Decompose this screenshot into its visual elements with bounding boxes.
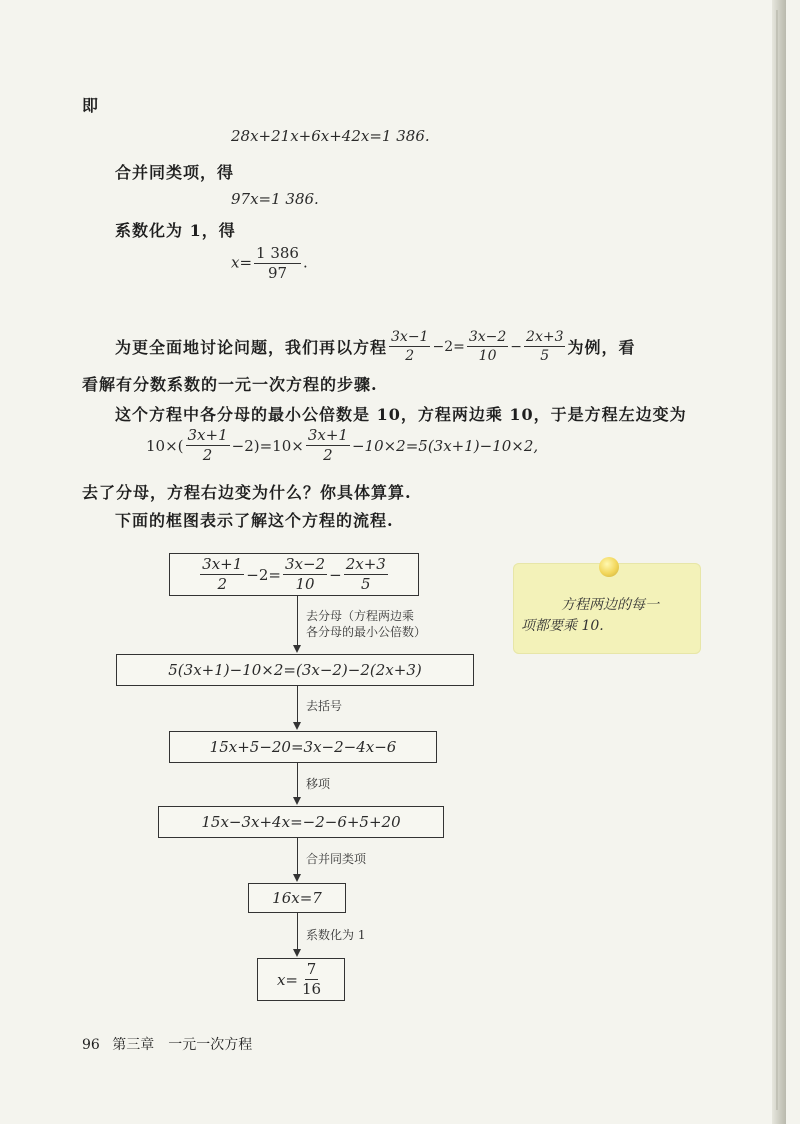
chapter-title: 第三章 一元一次方程 [112, 1037, 253, 1053]
paragraph-3: 去了分母，方程右边变为什么？你具体算算. [82, 483, 412, 502]
paragraph-2: 这个方程中各分母的最小公倍数是 10，方程两边乘 10，于是方程左边变为 [115, 405, 687, 424]
step-label-combine-terms: 合并同类项 [306, 852, 367, 866]
paragraph-1-line-2: 看解有分数系数的一元一次方程的步骤. [82, 375, 378, 394]
flow-box-solution: x= $\frac{7}{16}$ [257, 958, 345, 1001]
side-note [513, 563, 701, 654]
step-label-remove-denominators: 去分母（方程两边乘 各分母的最小公倍数） [306, 609, 427, 640]
flow-arrow-5 [297, 913, 298, 955]
coefficient-text: 系数化为 1，得 [115, 221, 236, 240]
flow-arrow-2 [297, 686, 298, 728]
paragraph-1-line-1: 为更全面地讨论问题，我们再以方程 $\frac{3x-1}{2}$ −2= $\frac{3x-2}{10}$ − $\frac{2x+3}{5}$ 为例，看 [115, 329, 636, 364]
step-label-remove-brackets: 去括号 [306, 699, 343, 713]
flow-box-original-equation: $\frac{3x+1}{2}$ −2= $\frac{3x-2}{10}$ − $\frac{2x+3}{5}$ [169, 553, 419, 596]
flow-arrow-4 [297, 838, 298, 880]
flow-box-transposed: 15x−3x+4x=−2−6+5+20 [158, 806, 444, 838]
equation-2: 97x=1 386. [231, 190, 319, 208]
paragraph-4: 下面的框图表示了解这个方程的流程. [115, 511, 394, 530]
equation-1: 28x+21x+6x+42x=1 386. [231, 127, 430, 145]
page-footer [82, 1034, 252, 1054]
flow-box-cleared-denominators: 5(3x+1)−10×2=(3x−2)−2(2x+3) [116, 654, 474, 686]
page-edge-shadow [772, 0, 786, 1124]
ji-text: 即 [82, 96, 100, 115]
equation-3: x= $\frac{1 386}{97}$ . [231, 244, 308, 282]
flow-arrow-3 [297, 763, 298, 803]
merge-like-terms-text: 合并同类项，得 [115, 163, 235, 182]
pushpin-icon [599, 557, 619, 577]
step-label-coefficient: 系数化为 1 [306, 928, 366, 942]
page-number: 96 [82, 1037, 100, 1053]
flow-box-combined: 16x=7 [248, 883, 346, 913]
side-note-text: 方程两边的每一 项都要乘 10. [521, 597, 659, 634]
step-label-transpose: 移项 [306, 777, 331, 791]
flow-arrow-1 [297, 596, 298, 651]
equation-4: 10×( $\frac{3x+1}{2}$ −2)=10× $\frac{3x+1}{2}$ −10×2=5(3x+1)−10×2, [146, 426, 539, 464]
page-edge-line [776, 10, 778, 1110]
flow-box-expanded: 15x+5−20=3x−2−4x−6 [169, 731, 437, 763]
